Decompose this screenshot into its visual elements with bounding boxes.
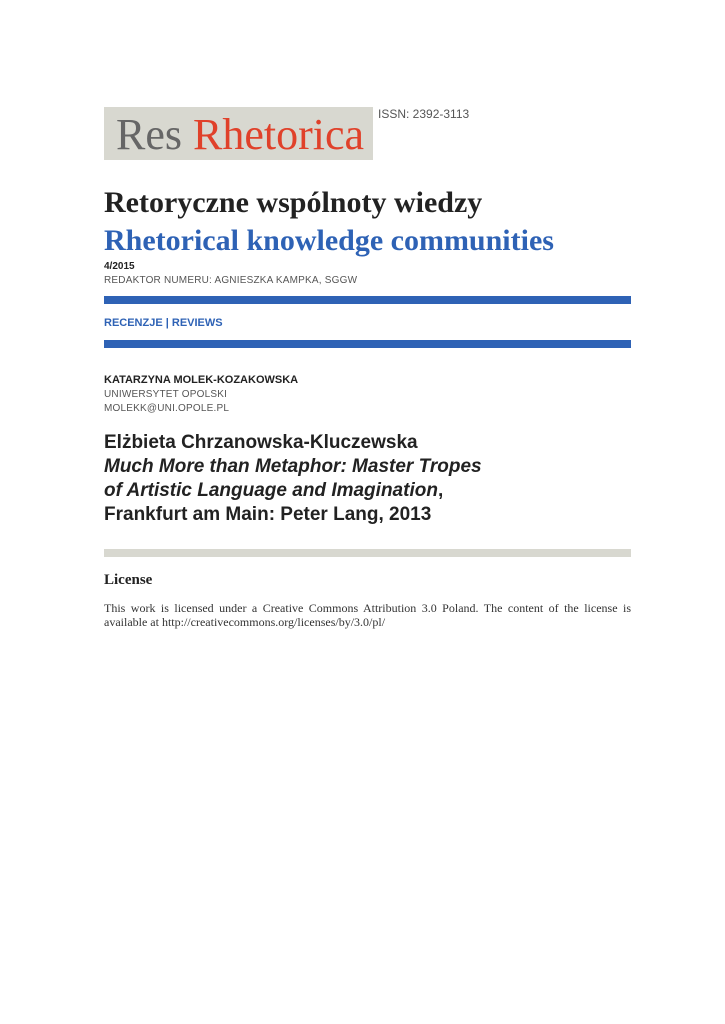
logo-text <box>116 110 364 160</box>
author-name: KATARZYNA MOLEK-KOZAKOWSKA <box>104 374 299 386</box>
logo-rhetorica: Rhetorica <box>193 110 365 159</box>
issn-label: ISSN: 2392-3113 <box>378 107 470 121</box>
book-publication: Frankfurt am Main: Peter Lang, 2013 <box>104 504 432 525</box>
journal-logo <box>104 107 373 160</box>
author-affiliation: UNIWERSYTET OPOLSKI <box>104 389 228 400</box>
issue-number: 4/2015 <box>104 261 135 272</box>
license-divider <box>104 549 631 557</box>
logo-res: Res <box>116 110 182 159</box>
book-title-line1: Much More than Metaphor: Master Tropes <box>104 456 482 477</box>
section-divider-top <box>104 296 631 304</box>
reviewed-book <box>104 431 482 527</box>
section-divider-bottom <box>104 340 631 348</box>
book-title-line2: of Artistic Language and Imagination <box>104 480 438 501</box>
book-title-comma: , <box>437 480 444 501</box>
issue-editor: REDAKTOR NUMERU: AGNIESZKA KAMPKA, SGGW <box>104 275 358 286</box>
section-label: RECENZJE | REVIEWS <box>104 317 223 329</box>
book-author: Elżbieta Chrzanowska-Kluczewska <box>104 432 418 453</box>
license-heading: License <box>104 572 153 588</box>
license-text: This work is licensed under a Creative Commons Attribution 3.0 Poland. The content of the license is available at http://creativecommons.org/licenses/by/3.0/pl/ <box>104 601 631 629</box>
issue-title-english: Rhetorical knowledge communities <box>104 224 554 257</box>
author-email: MOLEKK@UNI.OPOLE.PL <box>104 403 230 414</box>
issue-title-polish: Retoryczne wspólnoty wiedzy <box>104 186 483 219</box>
